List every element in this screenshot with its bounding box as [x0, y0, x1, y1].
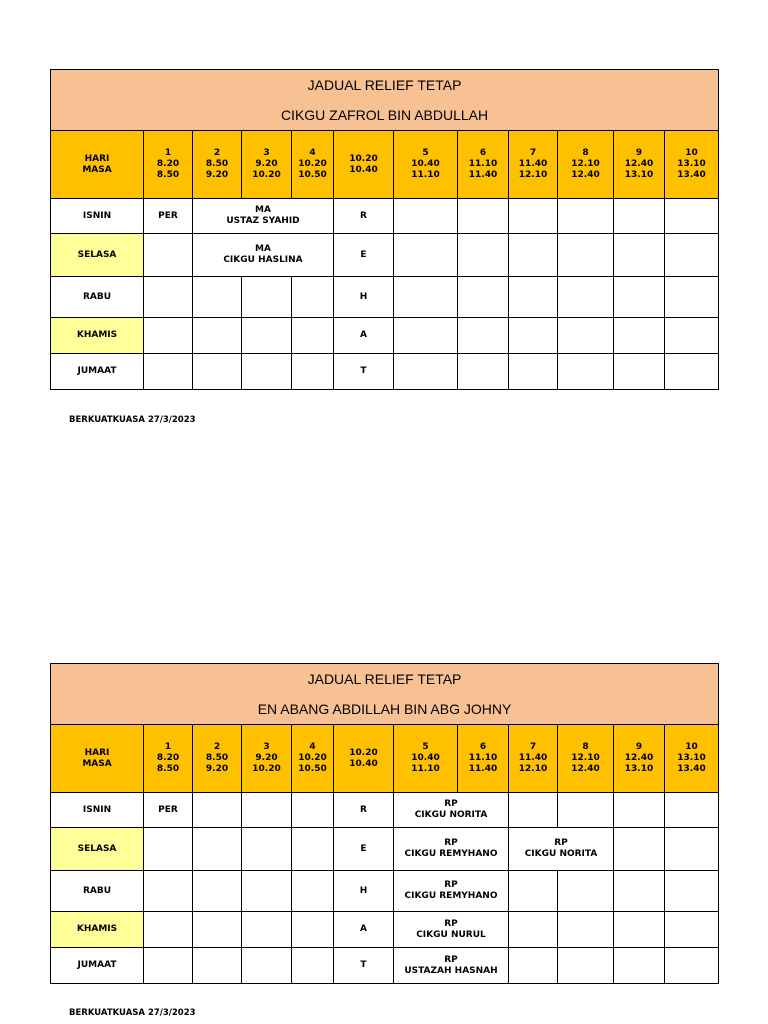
slot-block: RP CIKGU NORITA	[394, 793, 509, 828]
title-cell	[51, 70, 719, 131]
table-row	[51, 948, 719, 984]
rehat-cell: A	[334, 318, 394, 354]
slot-cell: PER	[144, 199, 193, 234]
period-header: 8 12.10 12.40	[558, 725, 614, 793]
rehat-time-header: 10.20 10.40	[334, 131, 394, 199]
schedule-table-2	[50, 663, 719, 984]
period-header: 6 11.10 11.40	[458, 131, 509, 199]
title-cell	[51, 664, 719, 725]
teacher-name: EN ABANG ABDILLAH BIN ABG JOHNY	[257, 701, 512, 717]
hari-masa-header: HARI MASA	[51, 725, 144, 793]
rehat-cell: R	[334, 793, 394, 828]
slot-block: RP CIKGU REMYHANO	[394, 871, 509, 912]
period-header: 9 12.40 13.10	[614, 131, 665, 199]
day-label: JUMAAT	[51, 354, 144, 390]
day-label: RABU	[51, 277, 144, 318]
table-title: JADUAL RELIEF TETAP	[307, 671, 462, 687]
period-header: 10 13.10 13.40	[665, 131, 719, 199]
day-label: SELASA	[51, 234, 144, 277]
table-row	[51, 828, 719, 871]
period-header: 2 8.50 9.20	[193, 725, 242, 793]
table-row	[51, 277, 719, 318]
slot-block: RP USTAZAH HASNAH	[394, 948, 509, 984]
period-header: 1 8.20 8.50	[144, 725, 193, 793]
rehat-cell: H	[334, 871, 394, 912]
day-label: RABU	[51, 871, 144, 912]
day-label: KHAMIS	[51, 912, 144, 948]
period-header: 5 10.40 11.10	[394, 131, 458, 199]
period-header: 6 11.10 11.40	[458, 725, 509, 793]
table-row	[51, 871, 719, 912]
period-header: 3 9.20 10.20	[242, 131, 292, 199]
day-label: ISNIN	[51, 793, 144, 828]
slot-block: RP CIKGU NORITA	[509, 828, 614, 871]
table-row	[51, 234, 719, 277]
period-header: 8 12.10 12.40	[558, 131, 614, 199]
hari-masa-header: HARI MASA	[51, 131, 144, 199]
effective-date-note: BERKUATKUASA 27/3/2023	[69, 415, 196, 425]
schedule-table-1	[50, 69, 719, 390]
rehat-cell: T	[334, 354, 394, 390]
slot-block: MA CIKGU HASLINA	[193, 234, 334, 277]
day-label: SELASA	[51, 828, 144, 871]
rehat-cell: E	[334, 234, 394, 277]
period-header: 3 9.20 10.20	[242, 725, 292, 793]
slot-block: RP CIKGU REMYHANO	[394, 828, 509, 871]
table-row	[51, 793, 719, 828]
effective-date-note: BERKUATKUASA 27/3/2023	[69, 1008, 196, 1018]
rehat-cell: T	[334, 948, 394, 984]
period-header: 7 11.40 12.10	[509, 131, 558, 199]
period-header: 4 10.20 10.50	[292, 131, 334, 199]
slot-block: MA USTAZ SYAHID	[193, 199, 334, 234]
day-label: ISNIN	[51, 199, 144, 234]
day-label: JUMAAT	[51, 948, 144, 984]
day-label: KHAMIS	[51, 318, 144, 354]
period-header: 4 10.20 10.50	[292, 725, 334, 793]
period-header: 9 12.40 13.10	[614, 725, 665, 793]
table-row	[51, 912, 719, 948]
period-header: 1 8.20 8.50	[144, 131, 193, 199]
period-header: 5 10.40 11.10	[394, 725, 458, 793]
slot-block: RP CIKGU NURUL	[394, 912, 509, 948]
table-row	[51, 354, 719, 390]
rehat-cell: E	[334, 828, 394, 871]
period-header: 2 8.50 9.20	[193, 131, 242, 199]
header-row	[51, 725, 719, 793]
teacher-name: CIKGU ZAFROL BIN ABDULLAH	[280, 107, 489, 123]
table-title: JADUAL RELIEF TETAP	[307, 77, 462, 93]
period-header: 7 11.40 12.10	[509, 725, 558, 793]
slot-cell: PER	[144, 793, 193, 828]
rehat-cell: R	[334, 199, 394, 234]
period-header: 10 13.10 13.40	[665, 725, 719, 793]
rehat-time-header: 10.20 10.40	[334, 725, 394, 793]
rehat-cell: H	[334, 277, 394, 318]
table-row	[51, 318, 719, 354]
header-row	[51, 131, 719, 199]
table-row	[51, 199, 719, 234]
slot-cell	[144, 234, 193, 277]
rehat-cell: A	[334, 912, 394, 948]
